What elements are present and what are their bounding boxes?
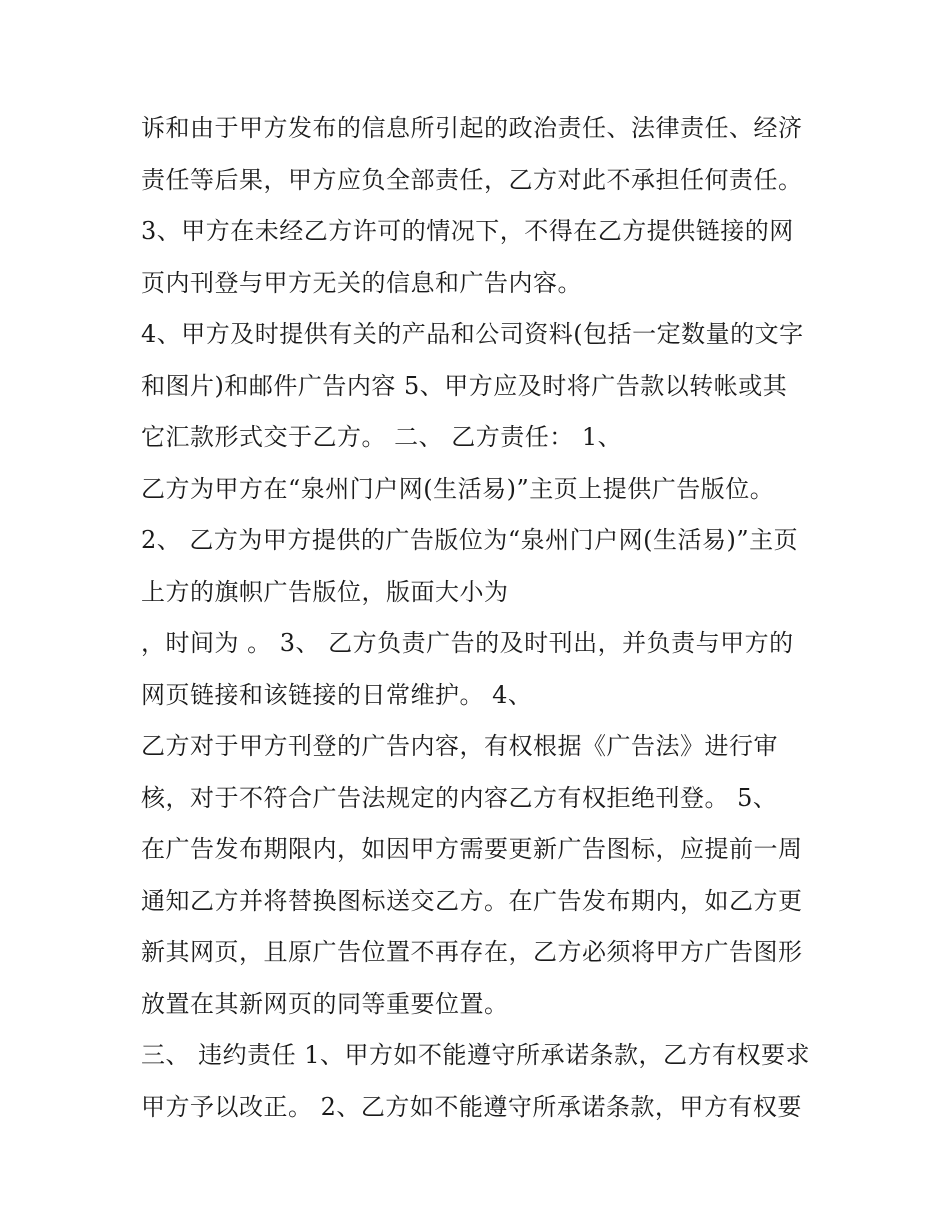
text-line: 在广告发布期限内，如因甲方需要更新广告图标，应提前一周 [141,835,803,863]
text-line: 3、甲方在未经乙方许可的情况下，不得在乙方提供链接的网 [141,217,794,245]
text-line: 甲方予以改正。 2、乙方如不能遵守所承诺条款，甲方有权要 [141,1092,802,1121]
text-line: ，时间为 。 3、 乙方负责广告的及时刊出，并负责与甲方的 [141,629,794,657]
text-line: 2、 乙方为甲方提供的广告版位为“泉州门户网(生活易)”主页 [141,526,799,554]
text-line: 乙方为甲方在“泉州门户网(生活易)”主页上提供广告版位。 [141,474,775,503]
text-line: 网页链接和该链接的日常维护。 4、 [141,680,533,709]
text-line: 核，对于不符合广告法规定的内容乙方有权拒绝刊登。 5、 [141,783,778,812]
text-line: 4、甲方及时提供有关的产品和公司资料(包括一定数量的文字 [141,320,804,348]
text-line: 它汇款形式交于乙方。 二、 乙方责任： 1、 [141,423,623,451]
text-line: 诉和由于甲方发布的信息所引起的政治责任、法律责任、经济 [141,114,803,142]
text-line: 新其网页，且原广告位置不再存在，乙方必须将甲方广告图形 [141,938,803,966]
text-line: 责任等后果，甲方应负全部责任，乙方对此不承担任何责任。 [141,165,803,194]
text-line: 通知乙方并将替换图标送交乙方。在广告发布期内，如乙方更 [141,886,803,915]
text-line: 上方的旗帜广告版位，版面大小为 [141,577,509,606]
text-line: 页内刊登与甲方无关的信息和广告内容。 [141,268,582,297]
contract-text-body [141,103,831,1133]
text-line: 乙方对于甲方刊登的广告内容，有权根据《广告法》进行审 [141,732,778,760]
text-line: 和图片)和邮件广告内容 5、甲方应及时将广告款以转帐或其 [141,371,788,400]
text-line: 放置在其新网页的同等重要位置。 [141,989,509,1018]
text-line: 三、 违约责任 1、甲方如不能遵守所承诺条款，乙方有权要求 [141,1041,811,1069]
